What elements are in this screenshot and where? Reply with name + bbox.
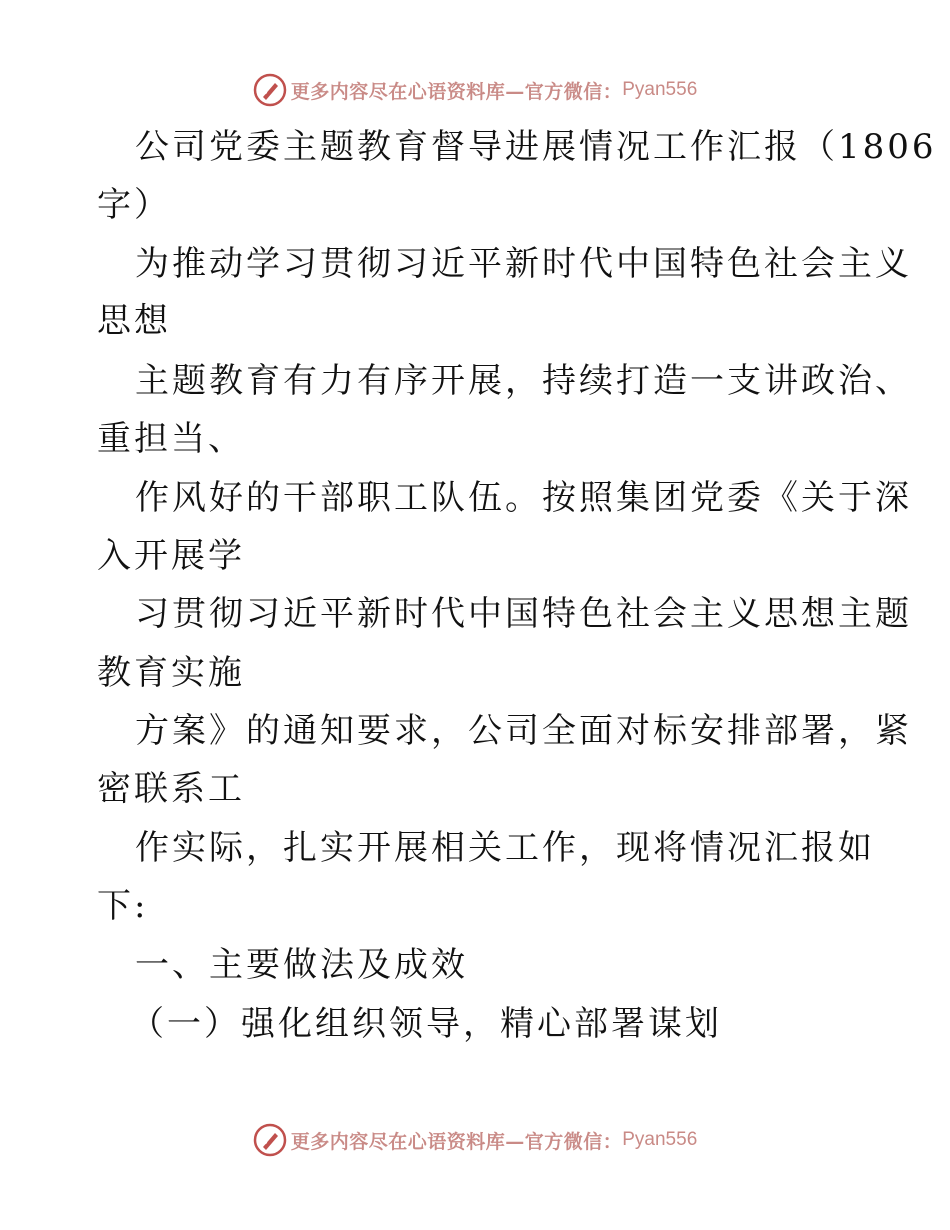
banner-text: 更多内容尽在心语资料库—官方微信： bbox=[290, 1130, 623, 1153]
subsection-heading: （一）强化组织领导，精心部署谋划 bbox=[130, 1004, 722, 1044]
doc-line: 习贯彻习近平新时代中国特色社会主义思想主题 bbox=[135, 594, 912, 634]
doc-line: 密联系工 bbox=[97, 769, 245, 809]
doc-title-line-2: 字） bbox=[97, 185, 171, 225]
doc-line: 教育实施 bbox=[97, 653, 245, 693]
footer-banner bbox=[0, 1120, 950, 1160]
section-heading: 一、主要做法及成效 bbox=[135, 945, 468, 985]
wechat-id: Pyan556 bbox=[622, 79, 698, 100]
doc-line: 下: bbox=[97, 886, 149, 926]
doc-line: 主题教育有力有序开展，持续打造一支讲政治、 bbox=[135, 361, 912, 401]
doc-line: 入开展学 bbox=[97, 536, 245, 576]
doc-line: 方案》的通知要求，公司全面对标安排部署，紧 bbox=[135, 711, 912, 751]
banner-text: 更多内容尽在心语资料库—官方微信： bbox=[290, 80, 623, 103]
doc-title-line-1: 公司党委主题教育督导进展情况工作汇报（1806 bbox=[135, 127, 937, 167]
pen-nib-circle-icon bbox=[253, 1123, 287, 1157]
doc-line: 思想 bbox=[97, 301, 171, 341]
doc-line: 重担当、 bbox=[97, 419, 245, 459]
wechat-id: Pyan556 bbox=[622, 1129, 698, 1150]
doc-line: 作风好的干部职工队伍。按照集团党委《关于深 bbox=[135, 478, 912, 518]
doc-line: 为推动学习贯彻习近平新时代中国特色社会主义 bbox=[135, 244, 912, 284]
doc-line: 作实际，扎实开展相关工作，现将情况汇报如 bbox=[135, 828, 875, 868]
